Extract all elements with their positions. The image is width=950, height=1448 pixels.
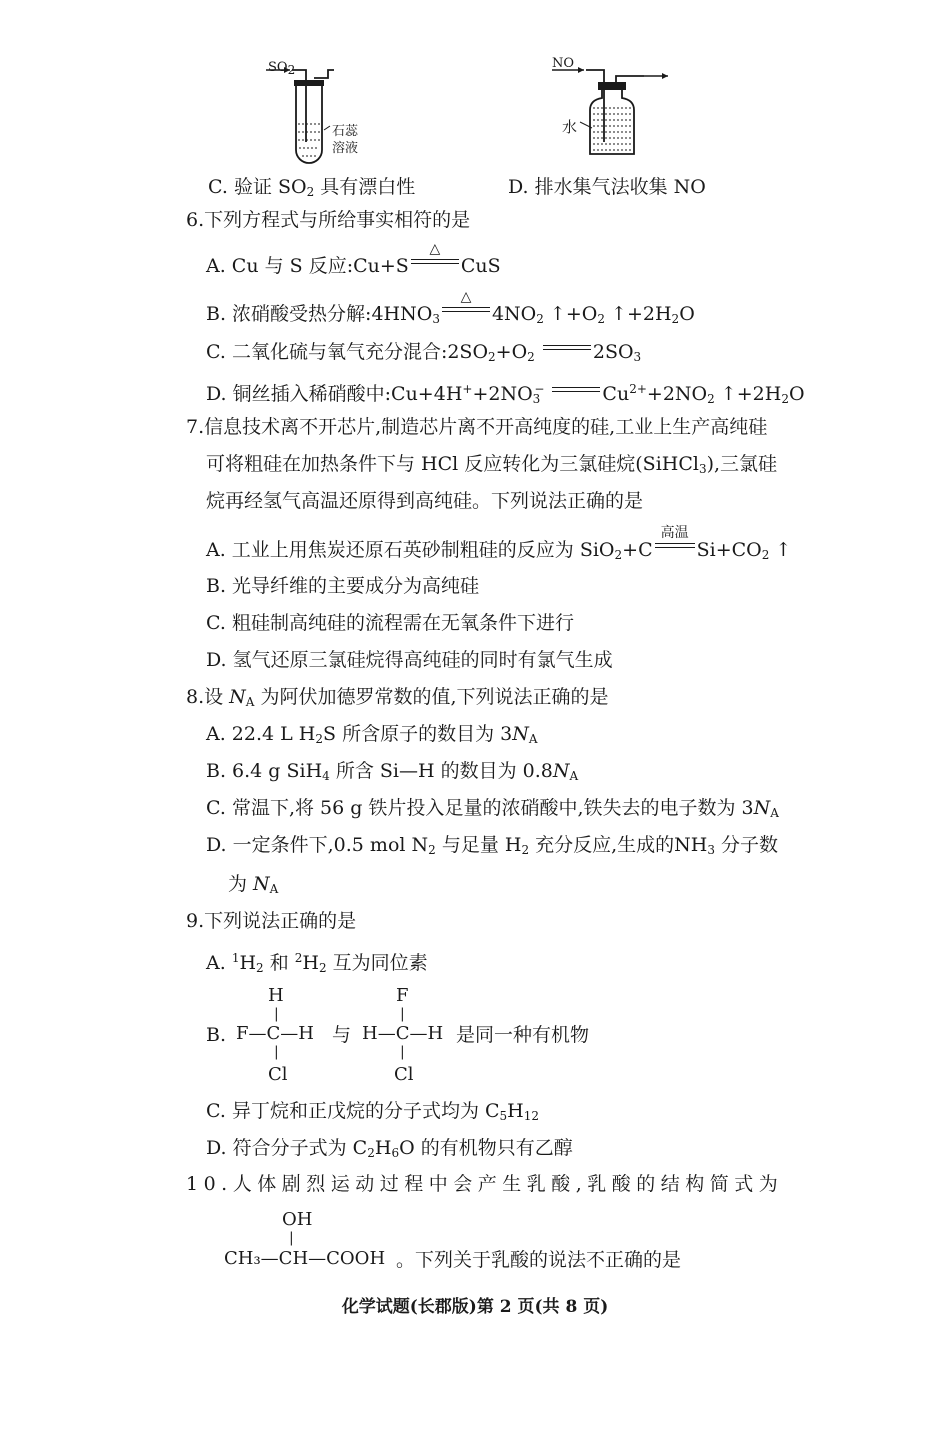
- figure-d-caption: D. 排水集气法收集 NO: [508, 176, 706, 198]
- q7-stem-line-2: 可将粗硅在加热条件下与 HCl 反应转化为三氯硅烷(SiHCl$_3$),三氯硅: [206, 453, 778, 476]
- q10-stem: 10.人体剧烈运动过程中会产生乳酸,乳酸的结构简式为: [186, 1173, 784, 1195]
- q7-stem-line-1: 7.信息技术离不开芯片,制造芯片离不开高纯度的硅,工业上生产高纯硅: [186, 416, 768, 438]
- q8-option-c: C. 常温下,将 56 g 铁片投入足量的浓硝酸中,铁失去的电子数为 $3N_A$: [206, 797, 779, 820]
- q6-option-b: B. 浓硝酸受热分解$:4HNO_3$ △ $4NO_2$ $↑+O_2$ $↑+2H_2O$: [206, 289, 695, 326]
- q7-option-b: B. 光导纤维的主要成分为高纯硅: [206, 575, 480, 597]
- q9-mol2-bottom: Cl: [394, 1064, 414, 1085]
- q10-formula: CH₃—CH—COOH: [224, 1248, 386, 1269]
- q9-option-b-text: 是同一种有机物: [456, 1024, 590, 1046]
- page-footer: 化学试题(长郡版)第 2 页(共 8 页): [341, 1297, 609, 1317]
- figure-c-solution-label: 溶液: [332, 141, 359, 156]
- q8-option-d-line-1: D. 一定条件下,0.5 mol $N_2$ 与足量 $H_2$ 充分反应,生成的$NH_3$ 分子数: [206, 834, 779, 857]
- q10-oh: OH: [282, 1209, 313, 1230]
- q9-mol2-middle: H—C—H: [362, 1023, 444, 1044]
- q6-option-d: D. 铜丝插入稀硝酸中$:Cu+4H^++2NO_3^-$ $Cu^{2+}+2NO_2$ $↑+2H_2O$: [206, 382, 805, 406]
- figure-d-gas-label: NO: [552, 56, 575, 71]
- q7-stem-line-3: 烷再经氢气高温还原得到高纯硅。下列说法正确的是: [206, 490, 644, 512]
- q8-option-d-line-2: 为 $N_A$: [228, 873, 279, 896]
- q9-stem: 9.下列说法正确的是: [186, 910, 357, 932]
- q8-option-b: B. 6.4 g SiH$_4$ 所含 Si—H 的数目为 $0.8N_A$: [206, 760, 579, 783]
- figure-c-caption: C. 验证 $SO_2$ 具有漂白性: [208, 176, 416, 199]
- q6-stem: 6.下列方程式与所给事实相符的是: [186, 209, 471, 231]
- q9-option-a: A. $^1H_2$ 和 $^2H_2$ 互为同位素: [206, 951, 428, 975]
- q7-option-d: D. 氢气还原三氯硅烷得高纯硅的同时有氯气生成: [206, 649, 613, 671]
- q10-stem-tail: 。下列关于乳酸的说法不正确的是: [396, 1249, 682, 1271]
- q9-mol2-top: F: [396, 985, 409, 1006]
- figure-c-litmus-label: 石蕊: [332, 124, 359, 139]
- q9-option-c: C. 异丁烷和正戊烷的分子式均为 $C_5H_{12}$: [206, 1100, 540, 1123]
- q7-option-c: C. 粗硅制高纯硅的流程需在无氧条件下进行: [206, 612, 574, 634]
- q6-option-a: A. Cu 与 S 反应:Cu+S △ CuS: [206, 241, 501, 277]
- q9-mol1-middle: F—C—H: [236, 1023, 314, 1044]
- q9-mol1-bottom: Cl: [268, 1064, 288, 1085]
- figure-d-water-label: 水: [562, 118, 578, 136]
- q9-mol1-top: H: [268, 985, 284, 1006]
- q8-stem: 8.设 $N_A$ 为阿伏加德罗常数的值,下列说法正确的是: [186, 686, 609, 709]
- q9-option-b-with: 与: [332, 1024, 352, 1046]
- q9-option-d: D. 符合分子式为 $C_2H_6O$ 的有机物只有乙醇: [206, 1137, 573, 1160]
- q8-option-a: A. 22.4 L $H_2S$ 所含原子的数目为 $3N_A$: [206, 723, 538, 746]
- q6-option-c: C. 二氧化硫与氧气充分混合$:2SO_2+O_2$ $2SO_3$: [206, 341, 642, 364]
- q9-option-b-label: B.: [206, 1024, 227, 1046]
- figure-c-gas-label: $SO_2$: [268, 60, 296, 77]
- q7-option-a: A. 工业上用焦炭还原石英砂制粗硅的反应为 SiO$_2$+C 高温 $Si+CO_2$ ↑: [206, 525, 792, 562]
